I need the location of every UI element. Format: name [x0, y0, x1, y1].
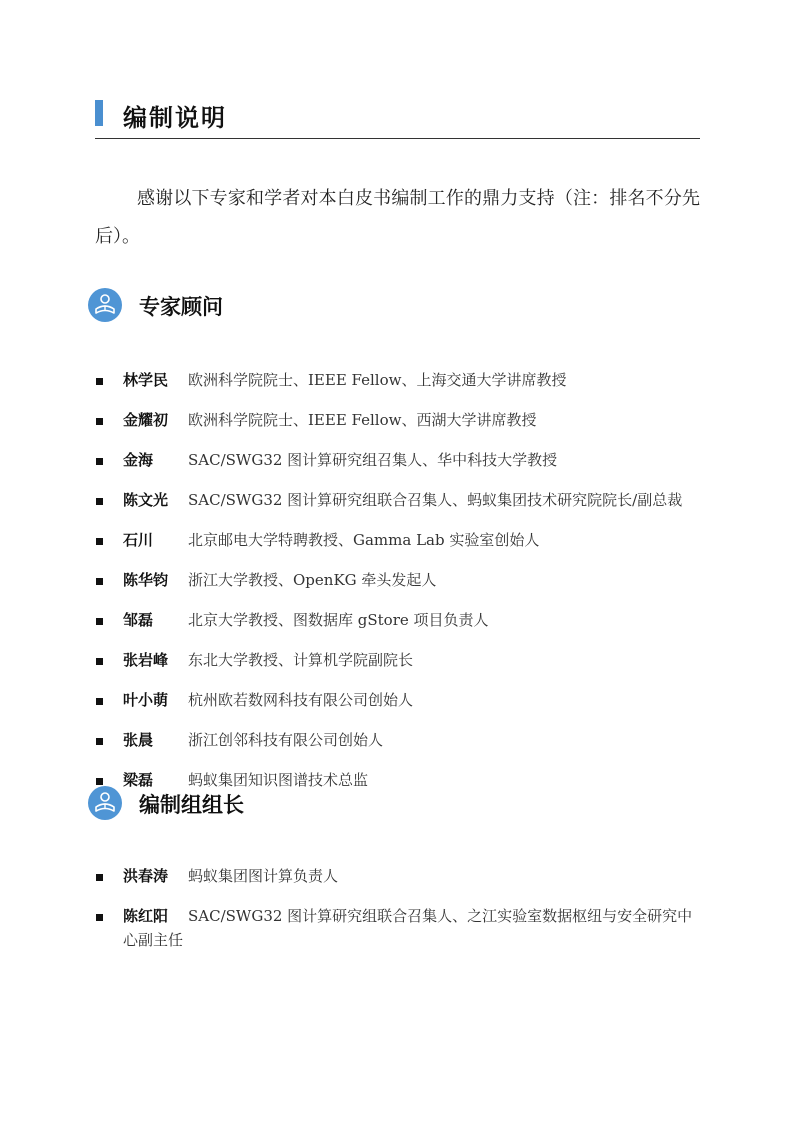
person-title: SAC/SWG32 图计算研究组联合召集人、蚂蚁集团技术研究院院长/副总裁 [188, 491, 683, 509]
square-bullet-icon [96, 498, 103, 505]
person-name: 张晨 [123, 731, 154, 749]
square-bullet-icon [96, 778, 103, 785]
person-name: 张岩峰 [123, 651, 169, 669]
square-bullet-icon [96, 458, 103, 465]
list-item [95, 644, 700, 684]
list-item [95, 724, 700, 764]
person-title: 杭州欧若数网科技有限公司创始人 [188, 691, 414, 709]
square-bullet-icon [96, 418, 103, 425]
person-name: 石川 [123, 531, 154, 549]
list-item [95, 444, 700, 484]
list-item [95, 364, 700, 404]
person-name: 金耀初 [123, 411, 169, 429]
square-bullet-icon [96, 698, 103, 705]
person-title: SAC/SWG32 图计算研究组联合召集人、之江实验室数据枢纽与安全研究中 [188, 907, 693, 925]
person-name: 陈红阳 [123, 907, 169, 925]
square-bullet-icon [96, 874, 103, 881]
person-name: 梁磊 [123, 771, 154, 789]
list-item [95, 900, 700, 956]
square-bullet-icon [96, 378, 103, 385]
intro-paragraph: 感谢以下专家和学者对本白皮书编制工作的鼎力支持（注：排名不分先后）。 [95, 188, 700, 247]
person-title: 蚂蚁集团图计算负责人 [188, 867, 339, 885]
person-name: 陈华钧 [123, 571, 169, 589]
person-name: 林学民 [123, 371, 169, 389]
person-title: 浙江大学教授、OpenKG 牵头发起人 [188, 571, 437, 589]
square-bullet-icon [96, 914, 103, 921]
leaders-title: 编制组组长 [139, 792, 244, 817]
experts-list [95, 364, 700, 804]
person-title: SAC/SWG32 图计算研究组召集人、华中科技大学教授 [188, 451, 558, 469]
page-title: 编制说明 [123, 103, 227, 132]
reading-person-icon [88, 288, 122, 322]
person-title: 北京邮电大学特聘教授、Gamma Lab 实验室创始人 [188, 531, 540, 549]
list-item [95, 684, 700, 724]
title-accent-bar [95, 100, 103, 126]
person-title: 欧洲科学院院士、IEEE Fellow、西湖大学讲席教授 [188, 411, 537, 429]
list-item [95, 484, 700, 524]
list-item [95, 604, 700, 644]
list-item [95, 404, 700, 444]
person-title-continued: 心副主任 [123, 931, 184, 949]
square-bullet-icon [96, 538, 103, 545]
person-name: 陈文光 [123, 491, 169, 509]
person-name: 邹磊 [123, 611, 154, 629]
person-name: 叶小萌 [123, 691, 169, 709]
person-title: 欧洲科学院院士、IEEE Fellow、上海交通大学讲席教授 [188, 371, 567, 389]
section-header [95, 96, 700, 139]
list-item [95, 564, 700, 604]
person-name: 洪春涛 [123, 867, 169, 885]
square-bullet-icon [96, 658, 103, 665]
list-item [95, 524, 700, 564]
person-title: 东北大学教授、计算机学院副院长 [188, 651, 414, 669]
square-bullet-icon [96, 578, 103, 585]
list-item [95, 860, 700, 900]
person-title: 蚂蚁集团知识图谱技术总监 [188, 771, 369, 789]
leaders-list [95, 860, 700, 956]
square-bullet-icon [96, 618, 103, 625]
experts-title: 专家顾问 [139, 294, 223, 319]
square-bullet-icon [96, 738, 103, 745]
person-name: 金海 [123, 451, 154, 469]
reading-person-icon [88, 786, 122, 820]
person-title: 浙江创邻科技有限公司创始人 [188, 731, 384, 749]
person-title: 北京大学教授、图数据库 gStore 项目负责人 [188, 611, 489, 629]
